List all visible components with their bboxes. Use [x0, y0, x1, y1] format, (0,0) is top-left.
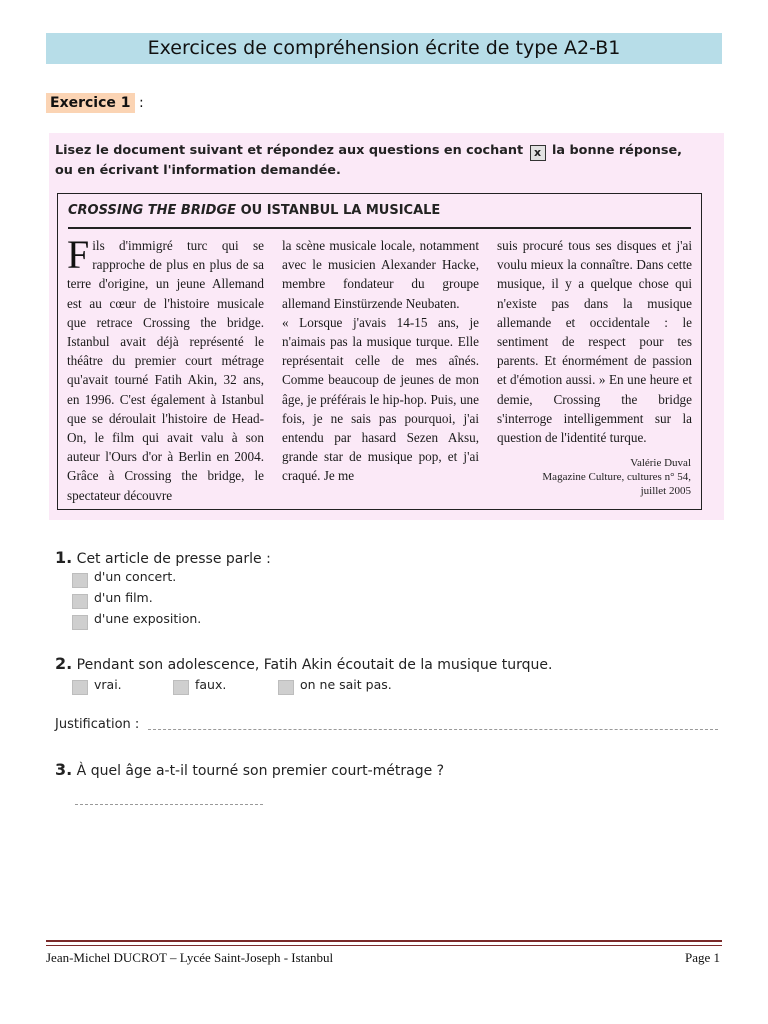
article-author: Valérie Duval — [630, 457, 691, 469]
article-source: Magazine Culture, cultures n° 54, — [542, 471, 691, 483]
footer-rule-thin — [46, 945, 722, 946]
checkmark-box-icon: x — [530, 145, 546, 161]
q2-option-2-label: faux. — [195, 677, 227, 692]
question-2-text: Pendant son adolescence, Fatih Akin écoutait de la musique turque. — [76, 657, 553, 673]
q2-option-2-checkbox[interactable] — [173, 680, 189, 695]
q1-option-3-label: d'une exposition. — [94, 611, 202, 626]
q3-answer-line[interactable] — [75, 804, 263, 805]
article-title-italic: CROSSING THE BRIDGE — [68, 203, 237, 218]
article-column-3: suis procuré tous ses disques et j'ai voulu mieux la connaître. Dans cette musique, il y a quelque chose qui n'existe pas dans la musique allemande et occidentale : le sentiment de respect pour tes parents. Et énormément de passion et d'émotion aussi. » En une heure et demie, Crossing the bridge s'interroge intelligemment sur la question de l'identité turque. — [497, 238, 692, 446]
article-title — [68, 203, 440, 218]
instruction-text-3: ou en écrivant l'information demandée. — [55, 163, 341, 178]
instruction-text-1: Lisez le document suivant et répondez aux questions en cochant — [55, 143, 524, 158]
q1-option-3-checkbox[interactable] — [72, 615, 88, 630]
question-3 — [55, 760, 444, 779]
article-box — [57, 193, 702, 510]
question-2-number: 2. — [55, 654, 73, 673]
article-column-2: la scène musicale locale, notamment avec le musicien Alexander Hacke, membre fondateur du groupe allemand Einstürzende Neubaten. « Lorsque j'avais 14-15 ans, je n'aimais pas la musique turque. Elle représentait celle de mes aînés. Comme beaucoup de jeunes de mon âge, je préférais le hip-hop. Puis, une fois, je ne sais pas pourquoi, j'ai entendu par hasard Sezen Aksu, grande star de musique pop, et j'ai craqué. Je me — [282, 238, 479, 484]
question-3-number: 3. — [55, 760, 73, 779]
question-3-text: À quel âge a-t-il tourné son premier court-métrage ? — [76, 763, 445, 779]
footer-rule-thick — [46, 940, 722, 942]
q2-option-1-checkbox[interactable] — [72, 680, 88, 695]
justification-answer-line[interactable] — [148, 729, 718, 730]
article-title-rest: OU ISTANBUL LA MUSICALE — [240, 203, 441, 218]
justification-label: Justification : — [55, 717, 140, 732]
exercise-label: Exercice 1 — [46, 93, 135, 113]
drop-cap: F — [67, 232, 90, 277]
footer-page-number: Page 1 — [684, 950, 720, 965]
article-signature — [542, 456, 691, 498]
article-date: juillet 2005 — [640, 485, 691, 497]
question-1-text: Cet article de presse parle : — [76, 551, 271, 567]
q2-option-1-label: vrai. — [94, 677, 122, 692]
question-2 — [55, 654, 552, 673]
page-title: Exercices de compréhension écrite de type A2-B1 — [46, 33, 722, 64]
article-column-1-text: ils d'immigré turc qui se rapproche de plus en plus de sa terre d'origine, un jeune Allemand est au cœur de l'histoire musicale que retrace Crossing the bridge. Istanbul avait déjà représenté le théâtre du premier court métrage qu'avait tourné Fatih Akin, 32 ans, en 1996. C'est également à Istanbul que se déroulait l'histoire de Head-On, le film qui avait valu à son auteur l'Ours d'or à Berlin en 2004. Grâce à Crossing the bridge, le spectateur découvre — [67, 238, 264, 503]
q1-option-1-label: d'un concert. — [94, 569, 177, 584]
q1-option-2-checkbox[interactable] — [72, 594, 88, 609]
footer-author: Jean-Michel DUCROT – Lycée Saint-Joseph - Istanbul — [46, 950, 334, 965]
article-column-1 — [67, 232, 264, 505]
exercise-label-row — [46, 95, 144, 111]
question-1 — [55, 548, 271, 567]
q1-option-1-checkbox[interactable] — [72, 573, 88, 588]
exercise-colon: : — [138, 95, 144, 111]
q1-option-2-label: d'un film. — [94, 590, 153, 605]
article-title-rule — [68, 227, 691, 229]
question-1-number: 1. — [55, 548, 73, 567]
q2-option-3-checkbox[interactable] — [278, 680, 294, 695]
q2-option-3-label: on ne sait pas. — [300, 677, 392, 692]
instructions — [55, 141, 695, 180]
instruction-text-2: la bonne réponse, — [552, 143, 683, 158]
